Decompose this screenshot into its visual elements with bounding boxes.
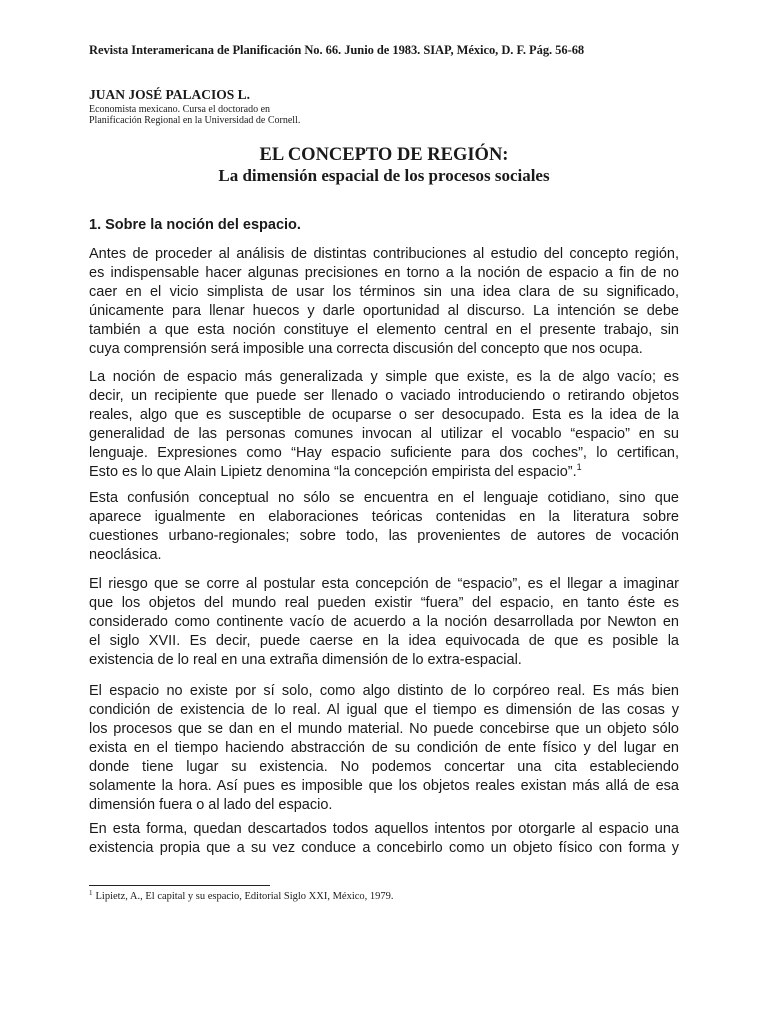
paragraph-line: únicamente para llenar huecos y darle oportunidad al discurso. La intención se debe bbox=[89, 303, 679, 319]
paragraph-line: condición de existencia de lo real. Al igual que el tiempo es dimensión de las cosas y bbox=[89, 702, 679, 718]
paragraph-line: existencia de lo real en una extraña dimensión de lo extra-espacial. bbox=[89, 652, 522, 668]
document-title: EL CONCEPTO DE REGIÓN: bbox=[259, 145, 509, 165]
paragraph-2 bbox=[89, 368, 679, 482]
paragraph-line: existencia propia que a su vez conduce a concebirlo como un objeto físico con forma y bbox=[89, 840, 679, 856]
paragraph-line: dimensión fuera o al lado del espacio. bbox=[89, 797, 333, 813]
paragraph-line: caer en el vicio simplista de usar los términos sin una idea clara de su significado, bbox=[89, 284, 679, 300]
paragraph-line: cuya comprensión será imposible una correcta discusión del concepto que nos ocupa. bbox=[89, 341, 643, 357]
paragraph-line: El riesgo que se corre al postular esta concepción de “espacio”, es el llegar a imaginar bbox=[89, 576, 679, 592]
paragraph-line: cuestiones urbano-regionales; sobre todo, las provenientes de autores de vocación bbox=[89, 528, 679, 544]
footnote-mark: 1 bbox=[89, 889, 93, 897]
journal-citation: Revista Interamericana de Planificación No. 66. Junio de 1983. SIAP, México, D. F. Pág. 56-68 bbox=[89, 43, 585, 57]
paragraph-line: exista en el tiempo haciendo abstracción de su condición de ente físico y del lugar en bbox=[89, 740, 679, 756]
footnote-divider bbox=[89, 885, 270, 886]
author-bio-line: Economista mexicano. Cursa el doctorado en bbox=[89, 104, 271, 115]
paragraph-line: El espacio no existe por sí solo, como algo distinto de lo corpóreo real. Es más bien bbox=[89, 683, 679, 699]
paragraph-line-with-footnote bbox=[89, 463, 679, 482]
footnote-text: Lipietz, A., El capital y su espacio, Editorial Siglo XXI, México, 1979. bbox=[95, 891, 394, 902]
footnote-reference[interactable]: 1 bbox=[576, 462, 582, 472]
paragraph-1 bbox=[89, 245, 679, 359]
paragraph-line: es indispensable hacer algunas precisiones en torno a la noción de espacio a fin de no bbox=[89, 265, 679, 281]
paragraph-line: Esta confusión conceptual no sólo se encuentra en el lenguaje cotidiano, sino que bbox=[89, 490, 679, 506]
paragraph-6 bbox=[89, 820, 679, 858]
paragraph-line: neoclásica. bbox=[89, 547, 162, 563]
paragraph-line: los procesos que se dan en el mundo material. No puede concebirse que un objeto sólo bbox=[89, 721, 679, 737]
paragraph-line: La noción de espacio más generalizada y simple que existe, es la de algo vacío; es bbox=[89, 369, 679, 385]
paragraph-line-text: Esto es lo que Alain Lipietz denomina “la concepción empirista del espacio”. bbox=[89, 464, 577, 480]
paragraph-line: también a que esta noción constituye el elemento central en el presente trabajo, sin bbox=[89, 322, 679, 338]
paragraph-line: lenguaje. Expresiones como “Hay espacio suficiente para dos coches”, lo certifican, bbox=[89, 445, 679, 461]
paragraph-line: reales, algo que es susceptible de ocuparse o ser desocupado. Esta es la idea de la bbox=[89, 407, 679, 423]
paragraph-line: En esta forma, quedan descartados todos aquellos intentos por otorgarle al espacio una bbox=[89, 821, 679, 837]
paragraph-5 bbox=[89, 682, 679, 815]
paragraph-3 bbox=[89, 489, 679, 565]
author-bio bbox=[89, 104, 300, 126]
paragraph-line: que los objetos del mundo real pueden existir “fuera” del espacio, en tanto éste es bbox=[89, 595, 679, 611]
author-name: JUAN JOSÉ PALACIOS L. bbox=[89, 87, 251, 102]
paragraph-line: generalidad de las personas comunes invocan al utilizar el vocablo “espacio” en su bbox=[89, 426, 679, 442]
paragraph-line: donde tiene lugar su existencia. No podemos concertar una cita estableciendo bbox=[89, 759, 679, 775]
document-subtitle: La dimensión espacial de los procesos sociales bbox=[218, 166, 550, 185]
footnote bbox=[89, 891, 394, 902]
paragraph-line: el siglo XVII. Es decir, puede caerse en la idea equivocada de que es posible la bbox=[89, 633, 679, 649]
paragraph-line: considerado como continente vacío de acuerdo a la noción desarrollada por Newton en bbox=[89, 614, 679, 630]
paragraph-line: aparece igualmente en elaboraciones teóricas contenidas en la literatura sobre bbox=[89, 509, 679, 525]
section-heading: 1. Sobre la noción del espacio. bbox=[89, 217, 301, 233]
paragraph-line: Antes de proceder al análisis de distintas contribuciones al estudio del concepto región, bbox=[89, 246, 679, 262]
author-bio-line: Planificación Regional en la Universidad de Cornell. bbox=[89, 115, 301, 126]
paragraph-line: decir, un recipiente que puede ser llenado o vaciado introduciendo o retirando objetos bbox=[89, 388, 679, 404]
paragraph-line: solamente la hora. Así pues es imposible que los objetos reales existan más allá de esa bbox=[89, 778, 679, 794]
paragraph-4 bbox=[89, 575, 679, 670]
